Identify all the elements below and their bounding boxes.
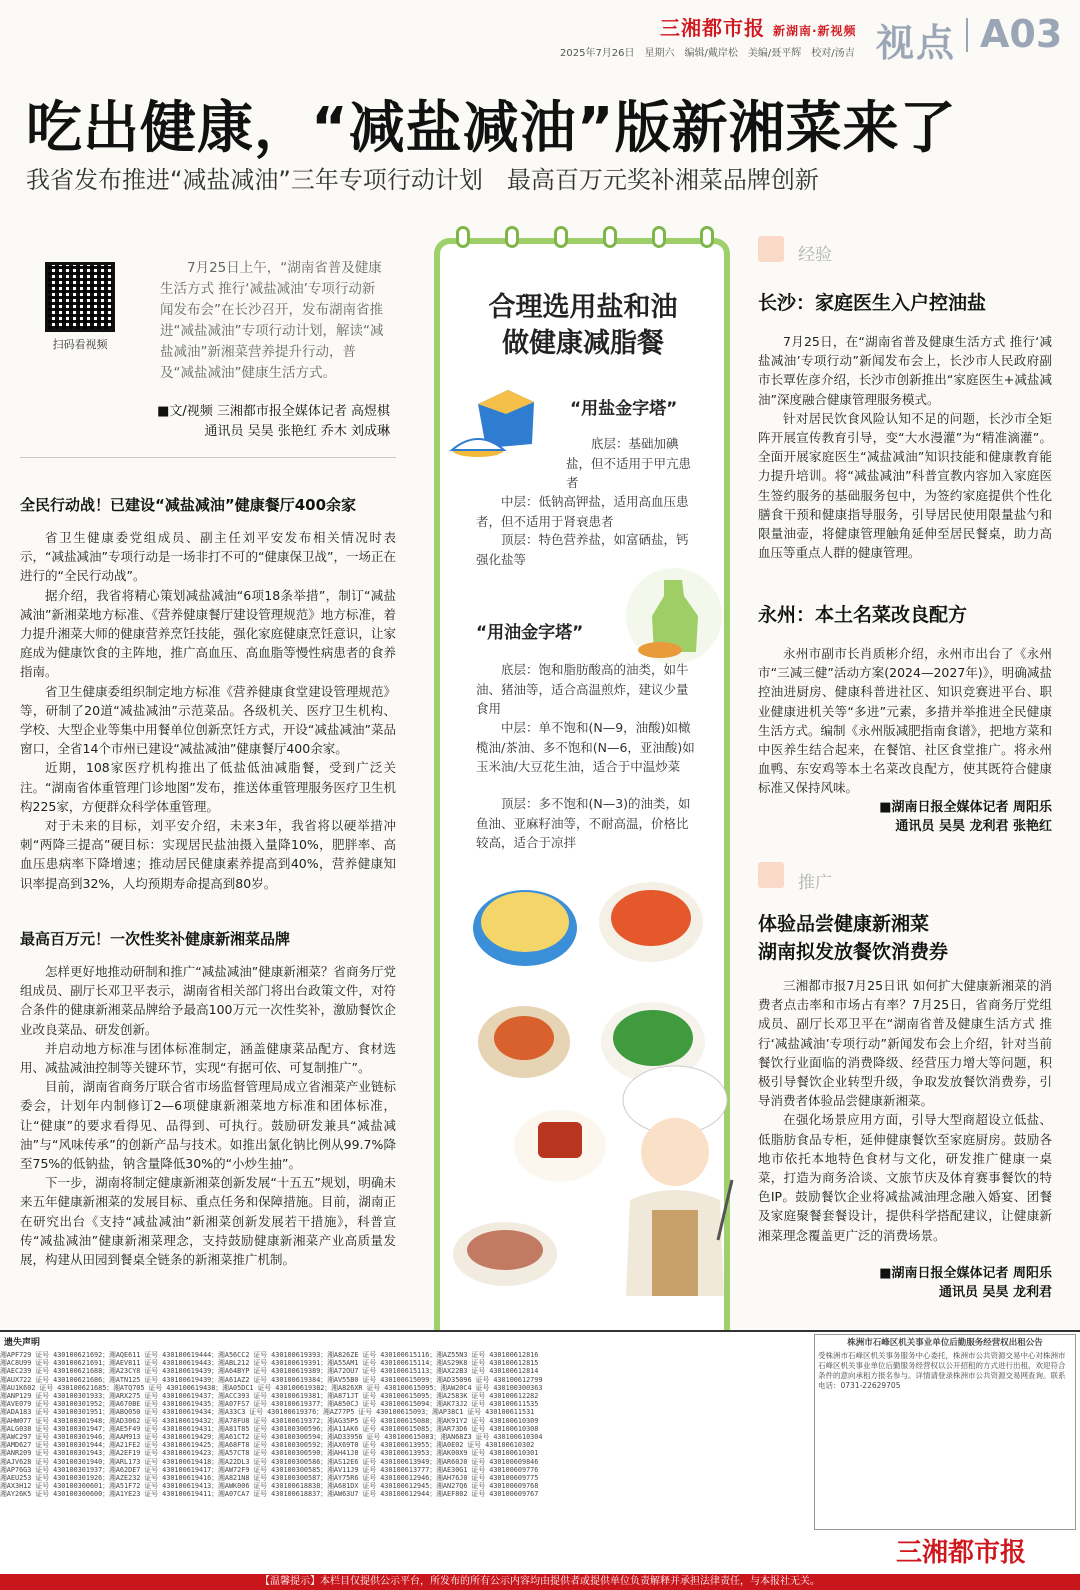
right-article1-body	[758, 332, 1052, 562]
classified-line: 湘APF729 证号 430100621692；湘AQE611 证号 430100619444；湘A56CC2 证号 430100619393；湘A826ZE 证号 430100615116；湘AZ55N3 证号 430100612816	[0, 1351, 539, 1359]
classified-line: 湘ANR209 证号 430100301943；湘A2EF19 证号 430100619423；湘A57CT8 证号 430100300590；湘AH41J8 证号 430100613953；湘AK00X9 证号 430100610301	[0, 1449, 539, 1458]
byline-line1: ■湖南日报全媒体记者 周阳乐	[879, 800, 1052, 815]
classifieds-header: 遗失声明	[4, 1338, 41, 1348]
tag-marker-icon	[758, 236, 784, 262]
classified-line: 湘AUX722 证号 430100621686；湘ATN125 证号 430100619439；湘A61AZ2 证号 430100619384；湘AV55B0 证号 430100615099；湘AD35096 证号 430100612799	[0, 1375, 543, 1384]
paragraph: 在强化场景应用方面，引导大型商超设立低盐、低脂肪食品专柜，延伸健康餐饮至家庭厨房。鼓励各地市依托本地特色食材与文化，研发推广健康一桌菜，打造为商务洽谈、文旅节庆及体育赛事餐饮的特色IP。鼓励餐饮企业将减盐减油理念融入婚宴、团餐及家庭聚餐套餐设计，提供科学搭配建议，让健康新湘菜理念覆盖更广泛的消费场景。	[758, 1112, 1052, 1243]
classified-line: 湘AVE079 证号 430100301952；湘A670BE 证号 430100619435；湘A07FS7 证号 430100619377；湘A850CJ 证号 430100615094；湘AK73J2 证号 430100611535	[0, 1400, 539, 1409]
potato-dish-icon	[470, 872, 580, 972]
paragraph: 怎样更好地推动研制和推广“减盐减油”健康新湘菜？省商务厅党组成员、副厅长邓卫平表示，湖南省相关部门将出台政策文件，对符合条件的健康新湘菜品牌给予最高100万元一次性奖补，激励餐饮企业改良菜品、研发创新。	[20, 964, 396, 1037]
notice-text: 受株洲市石峰区机关事务服务中心委托，株洲市公共资源交易中心对株洲市石峰区机关事业单位后勤服务经营权以公开招租的方式进行出租，欢迎符合条件的意向承租方报名参与。详情请登录株洲市公共资源交易网查询。联系电话：0731-22629705	[818, 1351, 1066, 1390]
binder-ring-icon	[603, 226, 617, 248]
classified-line: 湘AHW077 证号 430100301948；湘AD3062 证号 430100619432；湘A78FU8 证号 430100619372；湘AG35P5 证号 430100615088；湘AK91Y2 证号 430100610309	[0, 1416, 539, 1425]
masthead-meta: 2025年7月26日 星期六 编辑/戴岸松 美编/聂平辉 校对/汤吉	[560, 48, 855, 59]
salt-pyramid-title: “用盐金字塔”	[570, 399, 678, 419]
card-title	[450, 290, 716, 362]
section-name: 视点	[876, 21, 957, 65]
binder-ring-icon	[652, 226, 666, 248]
right-article2-title: 永州：本土名菜改良配方	[758, 604, 968, 626]
page-number: A03	[980, 12, 1063, 56]
lead-byline	[130, 402, 390, 442]
right-article2-byline	[758, 798, 1052, 836]
footer-notice: 【温馨提示】本栏目仅提供公示平台，所发布的所有公示内容均由提供者或提供单位负责解释并承担法律责任，与本报社无关。	[0, 1574, 1080, 1590]
oil-mid-text: 中层：单不饱和(N—9，油酸)如橄榄油/茶油、多不饱和(N—6，亚油酸)如玉米油/大豆花生油，适合于中温炒菜	[476, 720, 695, 774]
footer-logo: 三湘都市报	[896, 1538, 1027, 1568]
classifieds-list	[0, 1351, 808, 1499]
tag-promotion: 推广	[798, 873, 832, 893]
subhead: 我省发布推进“减盐减油”三年专项行动计划 最高百万元奖补湘菜品牌创新	[26, 166, 819, 194]
classified-line: 湘AEC239 证号 430100621688；湘A23CY8 证号 430100619439；湘A64BYP 证号 430100619389；湘A72OU7 证号 430100615113；湘AX22B3 证号 430100612814	[0, 1367, 539, 1376]
classified-line: 湘AC8U99 证号 430100621691；湘AEV811 证号 430100619443；湘ABL212 证号 430100619391；湘A55AM1 证号 430100615114；湘AS29K8 证号 430100612815	[0, 1359, 539, 1368]
headline: 吃出健康，“减盐减油”版新湘菜来了	[26, 96, 957, 161]
paragraph: 目前，湖南省商务厅联合省市场监督管理局成立省湘菜产业链标委会，计划年内制修订2—6项健康新湘菜地方标准和团体标准，让“健康”的要求看得见、品得到、可执行。鼓励研发兼具“减盐减油”与“风味传承”的创新产品与技术。如推出氯化钠比例从99.7%降至75%的低钠盐，钠含量降低30%的“小炒生抽”。	[20, 1079, 396, 1172]
salt-top-text: 顶层：特色营养盐，如富硒盐，钙强化盐等	[476, 532, 689, 567]
qr-caption: 扫码看视频	[52, 338, 108, 351]
salt-base-text: 底层：基础加碘盐，但不适用于甲亢患者	[566, 436, 692, 490]
stew-dish-icon	[596, 868, 706, 968]
paragraph: 并启动地方标准与团体标准制定，涵盖健康菜品配方、食材选用、减盐减油控制等关键环节，实现“有据可依、可复制推广”。	[20, 1040, 396, 1076]
paragraph: 对于未来的目标，刘平安介绍，未来3年，我省将以硬举措冲刺“两降三提高”硬目标：实现居民盐油摄入量降10%，肥胖率、高血压患病率下降增速；推动居民健康素养提高到40%，营养健康知识率提高到32%，人均预期寿命提高到80岁。	[20, 818, 396, 891]
classified-line: 湘ALG038 证号 430100301947；湘AE5F49 证号 430100619431；湘A81T85 证号 430100300596；湘A11AK6 证号 430100615085；湘AR73D6 证号 430100610308	[0, 1424, 539, 1433]
classified-line: 湘AU1K602 证号 430100621685；湘ATQ705 证号 430100619438；湘A05DC1 证号 430100619382；湘A826XR 证号 430100615095；湘AW20C4 证号 430100300363	[0, 1383, 543, 1392]
qr-code-icon[interactable]	[45, 262, 115, 332]
left-section1-body	[20, 528, 396, 893]
paragraph: 据介绍，我省将精心策划减盐减油“6项18条举措”，制订“减盐减油”新湘菜地方标准、《营养健康餐厅建设管理规范》地方标准，着力提升湘菜大师的健康营养烹饪技能，强化家庭健康烹饪意识，让家庭成为健康饮食的主阵地，推广高血压、高血脂等慢性病患者的食养指南。	[20, 587, 396, 680]
binder-ring-icon	[505, 226, 519, 248]
paragraph: 省卫生健康委党组成员、副主任刘平安发布相关情况时表示，“减盐减油”专项行动是一场非打不可的“健康保卫战”，一场正在进行的“全民行动战”。	[20, 530, 396, 584]
lead-byline-line2: 通讯员 吴昊 张艳红 乔木 刘成琳	[204, 424, 390, 439]
classified-line: 湘ANP129 证号 430100301933；湘ARX275 证号 430100619437；湘ACC393 证号 430100619381；湘A871JT 证号 430100615095；湘A2583K 证号 430100612282	[0, 1392, 539, 1401]
paragraph: 永州市副市长肖质彬介绍，永州市出台了《永州市“三减三健”活动方案(2024—2027年)》，明确减盐控油进厨房、健康科普进社区、知识竞赛进平台、职业健康进机关等“多进”元素，多措并举推进全民健康生活方式。编制《永州版减肥指南食谱》，把地方菜和中医养生结合起来，在餐馆、社区食堂推广。将永州血鸭、东安鸡等本土名菜改良配方，使其既符合健康标准又保持风味。	[758, 646, 1052, 796]
oil-bottle-icon	[620, 566, 728, 666]
binder-ring-icon	[700, 226, 714, 248]
byline-line2: 通讯员 吴昊 龙利君	[938, 1285, 1052, 1300]
title-line1: 体验品尝健康新湘菜	[758, 913, 930, 935]
chef-illustration-icon	[600, 1060, 750, 1300]
tag-marker-icon	[758, 862, 784, 888]
paragraph: 三湘都市报7月25日讯 如何扩大健康新湘菜的消费者点击率和市场占有率？7月25日，省商务厅党组成员、副厅长邓卫平在“湖南省普及健康生活方式 推行‘减盐减油’专项行动”新闻发布会上介绍，针对当前餐饮行业面临的消费降级、经营压力增大等问题，积极引导餐饮企业转型升级，争取发放餐饮消费券，引导消费者体验品尝健康新湘菜。	[758, 978, 1052, 1109]
byline-line2: 通讯员 吴昊 龙利君 张艳红	[895, 819, 1052, 834]
tag-experience: 经验	[798, 245, 832, 265]
classified-line: 湘AY26K5 证号 430100300600；湘A1YE23 证号 430100619411；湘A07CA7 证号 430100618837；湘AW63U7 证号 430100612944；湘AEF802 证号 430100609767	[0, 1490, 539, 1499]
duck-dish-icon	[450, 1210, 560, 1290]
paragraph: 近期，108家医疗机构推出了低盐低油减脂餐，受到广泛关注。“湖南省体重管理门诊地图”发布，推送体重管理服务医疗卫生机构225家，方便群众科学体重管理。	[20, 760, 396, 814]
classified-line: 湘AWC297 证号 430100301946；湘AAM913 证号 430100619429；湘A61CT2 证号 430100300594；湘AD33956 证号 430100615083；湘AN68Z3 证号 430100610304	[0, 1433, 543, 1442]
classified-line: 湘ADA183 证号 430100301951；湘ABQ050 证号 430100619434；湘A33C3 证号 430100619376；湘AZ77P5 证号 430100615093；湘AP38C1 证号 430100611531	[0, 1408, 535, 1417]
byline-line1: ■湖南日报全媒体记者 周阳乐	[879, 1266, 1052, 1281]
title-line2: 湖南拟发放餐饮消费券	[758, 941, 949, 963]
oil-pyramid-title: “用油金字塔”	[476, 623, 584, 643]
classified-line: 湘AMD627 证号 430100301944；湘A21FE2 证号 430100619425；湘A68FT8 证号 430100300592；湘AX69T0 证号 430100613955；湘A0E02 证号 430100610302	[0, 1441, 535, 1450]
masthead-divider	[966, 18, 968, 52]
notice-title: 株洲市石峰区机关事业单位后勤服务经营权出租公告	[847, 1338, 1043, 1348]
right-article3-body	[758, 976, 1052, 1245]
classified-line: 湘AEU253 证号 430100301926；湘AZE232 证号 430100619416；湘A821N8 证号 430100300587；湘AY75R6 证号 430100612946；湘AH76J0 证号 430100609775	[0, 1474, 539, 1483]
paragraph: 7月25日，在“湖南省普及健康生活方式 推行‘减盐减油’专项行动”新闻发布会上，长沙市人民政府副市长覃佐彦介绍，长沙市创新推出“家庭医生+减盐减油”深度融合健康管理服务模式。	[758, 334, 1052, 407]
paragraph: 针对居民饮食风险认知不足的问题，长沙市全矩阵开展宣传教育引导，变“大水漫灌”为“精准滴灌”。全面开展家庭医生“减盐减油”知识技能和健康教育能力提升培训。将“减盐减油”科普宣教内容加入家庭医生签约服务的基础服务包中，为签约家庭提供个性化膳食干预和健康指导服务，引导居民使用限量盐勺和限量油壶，将健康管理触角延伸至居民餐桌，助力高血压等重点人群的健康管理。	[758, 410, 1052, 561]
right-article3-byline	[758, 1264, 1052, 1302]
braised-pork-dish-icon	[510, 1096, 610, 1186]
paragraph: 下一步，湖南将制定健康新湘菜创新发展“十五五”规划，明确未来五年健康新湘菜的发展目标、重点任务和保障措施。目前，湖南正在研究出台《支持“减盐减油”新湘菜创新发展若干措施》，科普宣传“减盐减油”健康新湘菜理念，支持鼓励健康新湘菜产业高质量发展，构建从田园到餐桌全链条的新湘菜推广机制。	[20, 1175, 396, 1268]
video-label: 新湖南·新视频	[772, 24, 857, 38]
salt-mid-text: 中层：低钠高钾盐，适用高血压患者，但不适用于肾衰患者	[476, 494, 689, 529]
right-article3-title	[758, 910, 948, 966]
right-article1-title: 长沙：家庭医生入户控油盐	[758, 292, 987, 314]
public-notice	[814, 1334, 1076, 1530]
crab-dish-icon	[474, 992, 574, 1082]
card-title-line2: 做健康减脂餐	[502, 328, 664, 359]
left-section2-body	[20, 962, 396, 1269]
oil-base-text: 底层：饱和脂肪酸高的油类，如牛油、猪油等，适合高温煎炸，建议少量食用	[476, 662, 689, 716]
classified-line: 湘AX3H12 证号 430100300601；湘A51F72 证号 430100619413；湘AWK006 证号 430100618838；湘A681DX 证号 430100612945；湘AN27Q6 证号 430100609768	[0, 1482, 539, 1491]
classified-line: 湘AJV628 证号 430100301940；湘ARL173 证号 430100619418；湘A22DL3 证号 430100300586；湘AS12E6 证号 430100613949；湘AR60J0 证号 430100609846	[0, 1457, 539, 1466]
lead-byline-line1: ■文/视频 三湘都市报全媒体记者 高煜棋	[157, 404, 390, 419]
lead-text: 7月25日上午，“湖南省普及健康生活方式 推行‘减盐减油’专项行动新闻发布会”在长沙召开，发布湖南省推进“减盐减油”专项行动计划，解读“减盐减油”新湘菜营养提升行动，普及“减盐减油”健康生活方式。	[160, 260, 384, 381]
binder-ring-icon	[456, 226, 470, 248]
salt-jar-icon	[448, 384, 558, 464]
right-article2-body	[758, 644, 1052, 798]
paragraph: 省卫生健康委组织制定地方标准《营养健康食堂建设管理规范》等，研制了20道“减盐减油”示范菜品。各级机关、医疗卫生机构、学校、大型企业等集中用餐单位创新烹饪方式，开设“减盐减油”菜品窗口，全省14个市州已建设“减盐减油”健康餐厅400余家。	[20, 683, 396, 757]
oil-top-text: 顶层：多不饱和(N—3)的油类，如鱼油、亚麻籽油等，不耐高温，价格比较高，适合于凉拌	[476, 796, 691, 850]
left-section2-title: 最高百万元！一次性奖补健康新湘菜品牌	[20, 930, 291, 948]
qr-block[interactable]	[30, 258, 130, 368]
masthead-brand: 三湘都市报 新湖南·新视频	[660, 16, 857, 40]
classified-line: 湘AP76G3 证号 430100301937；湘A62DE7 证号 430100619417；湘AW72F9 证号 430100300585；湘AV11J9 证号 430100613777；湘AE30G1 证号 430100609776	[0, 1465, 539, 1474]
card-title-line1: 合理选用盐和油	[488, 292, 678, 323]
binder-ring-icon	[554, 226, 568, 248]
left-section1-title: 全民行动战！已建设“减盐减油”健康餐厅400余家	[20, 496, 357, 514]
